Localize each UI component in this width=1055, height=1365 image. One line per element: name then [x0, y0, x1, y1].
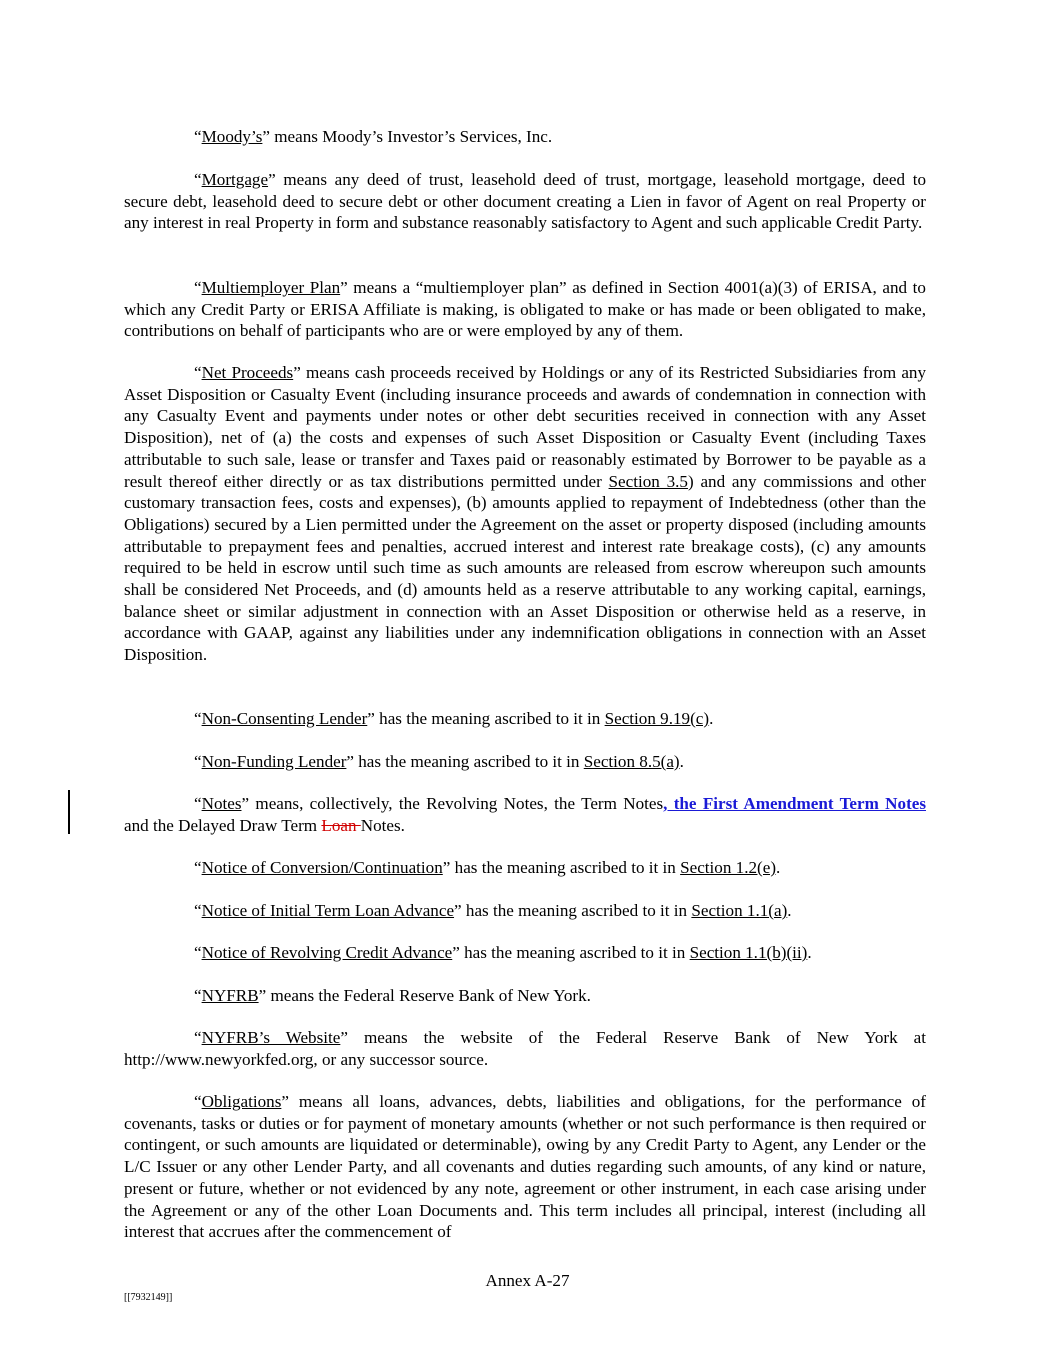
defined-term: Net Proceeds [201, 363, 294, 382]
definition-notice-of-conversion: “Notice of Conversion/Continuation” has the meaning ascribed to it in Section 1.2(e). [194, 858, 781, 877]
defined-term: Notice of Conversion/Continuation [201, 858, 443, 877]
definition-nyfrb: “NYFRB” means the Federal Reserve Bank of New York. [194, 986, 591, 1005]
defined-term: Notice of Revolving Credit Advance [201, 943, 453, 962]
section-reference: Section 1.1(a) [691, 901, 788, 920]
section-reference: Section 8.5(a) [583, 752, 680, 771]
defined-term: Multiemployer Plan [201, 278, 341, 297]
defined-term: Non-Consenting Lender [201, 709, 368, 728]
deleted-text: Loan [321, 815, 361, 835]
revision-change-bar [68, 790, 70, 834]
defined-term: Obligations [201, 1092, 282, 1111]
defined-term: Notice of Initial Term Loan Advance [201, 901, 455, 920]
defined-term: NYFRB’s Website [201, 1028, 341, 1047]
defined-term: Non-Funding Lender [201, 752, 347, 771]
defined-term: Notes [201, 794, 242, 813]
definition-non-funding-lender: “Non-Funding Lender” has the meaning ascribed to it in Section 8.5(a). [194, 752, 684, 771]
page-number: Annex A-27 [485, 1271, 570, 1290]
definition-moodys: “Moody’s” means Moody’s Investor’s Services, Inc. [194, 127, 553, 146]
inserted-text: , the First Amendment Term Notes [663, 794, 926, 813]
defined-term: NYFRB [201, 986, 259, 1005]
section-reference: Section 9.19(c) [604, 709, 710, 728]
definition-nyfrb-website: “NYFRB’s Website” means the website of the Federal Reserve Bank of New York at http://www.newyorkfed.org, or any successor source. [124, 1028, 926, 1069]
section-reference: Section 1.2(e) [680, 858, 777, 877]
definition-obligations: “Obligations” means all loans, advances, debts, liabilities and obligations, for the performance of covenants, tasks or duties or for payment of monetary amounts (whether or not such performance is then required or contingent, or such amounts are liquidated or determinable), owing by any Credit Party to Agent, any Lender or the L/C Issuer or any other Lender Party, and all covenants and duties regarding such amounts, of any kind or nature, present or future, whether or not evidenced by any note, agreement or other instrument, in each case arising under the Agreement or any of the other Loan Documents and. This term includes all principal, interest (including all interest that accrues after the commencement of [124, 1092, 926, 1242]
definition-mortgage: “Mortgage” means any deed of trust, leasehold deed of trust, mortgage, leasehold mortgage, deed to secure debt, leasehold deed to secure debt or other document creating a Lien in favor of Agent on real Property or any interest in real Property in form and substance reasonably satisfactory to Agent and such applicable Credit Party. [124, 170, 926, 233]
section-reference: Section 1.1(b)(ii) [689, 943, 808, 962]
defined-term: Mortgage [201, 170, 269, 189]
definition-multiemployer-plan: “Multiemployer Plan” means a “multiemployer plan” as defined in Section 4001(a)(3) of ERISA, and to which any Credit Party or ERISA Affiliate is making, is obligated to make or has made or been obligated to make, contributions on behalf of participants who are or were employed by any of them. [124, 278, 926, 341]
definition-notice-of-revolving-credit: “Notice of Revolving Credit Advance” has the meaning ascribed to it in Section 1.1(b)(ii). [194, 943, 812, 962]
definition-notes: “Notes” means, collectively, the Revolving Notes, the Term Notes, the First Amendment Term Notes and the Delayed Draw Term Loan Notes. [124, 794, 926, 835]
definition-net-proceeds: “Net Proceeds” means cash proceeds received by Holdings or any of its Restricted Subsidiaries from any Asset Disposition or Casualty Event (including insurance proceeds and awards of condemnation in connection with any Casualty Event and payments under notes or other debt securities received in connection with any Asset Disposition), net of (a) the costs and expenses of such Asset Disposition or Casualty Event (including Taxes attributable to such sale, lease or transfer and Taxes paid or reasonably estimated by Borrower to be payable as a result thereof either directly or as tax distributions permitted under Section 3.5) and any commissions and other customary transaction fees, costs and expenses), (b) amounts applied to repayment of Indebtedness (other than the Obligations) secured by a Lien permitted under the Agreement on the asset or property disposed (including amounts attributable to prepayment fees and penalties, accrued interest and interest rate breakage costs), (c) any amounts required to be held in escrow until such time as such amounts are released from escrow whereupon such amounts shall be considered Net Proceeds, and (d) amounts held as a reserve attributable to any working capital, earnings, balance sheet or similar adjustment in connection with an Asset Disposition or otherwise held as a reserve, in accordance with GAAP, against any liabilities under any indemnification obligations in connection with an Asset Disposition. [124, 363, 926, 665]
defined-term: Moody’s [201, 127, 263, 146]
definition-notice-of-initial-term-loan: “Notice of Initial Term Loan Advance” has the meaning ascribed to it in Section 1.1(a). [194, 901, 792, 920]
definition-non-consenting-lender: “Non-Consenting Lender” has the meaning ascribed to it in Section 9.19(c). [194, 709, 714, 728]
section-reference: Section 3.5 [608, 471, 688, 491]
document-id: [[7932149]] [124, 1292, 173, 1303]
